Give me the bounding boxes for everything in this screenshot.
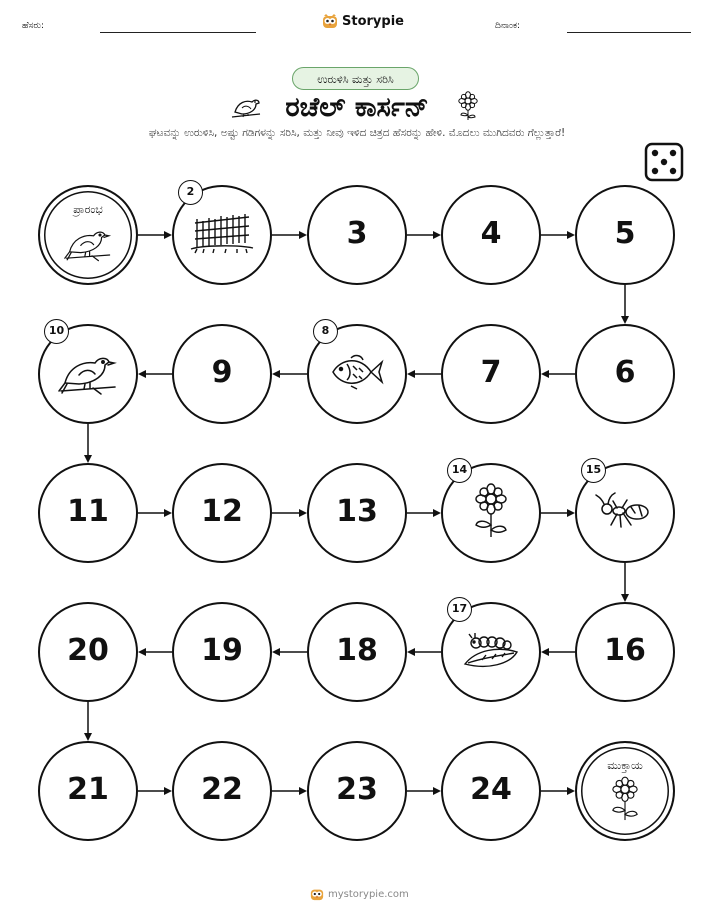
arrowhead <box>407 648 415 656</box>
board-space-7[interactable] <box>441 324 541 424</box>
space-number-badge: 8 <box>313 319 338 344</box>
arrowhead <box>407 370 415 378</box>
space-number: 6 <box>614 355 636 390</box>
start-space[interactable] <box>38 185 138 285</box>
arrowhead <box>138 370 146 378</box>
board-space-11[interactable] <box>38 463 138 563</box>
arrowhead <box>84 455 92 463</box>
arrowhead <box>299 787 307 795</box>
arrowhead <box>164 787 172 795</box>
board-space-3[interactable] <box>307 185 407 285</box>
space-number-badge: 2 <box>178 180 203 205</box>
board-space-20[interactable] <box>38 602 138 702</box>
finish-label: ಮುಕ್ತಾಯ <box>607 759 643 772</box>
arrowhead <box>621 594 629 602</box>
brand-name: Storypie <box>342 13 404 29</box>
board-space-23[interactable] <box>307 741 407 841</box>
board-space-6[interactable] <box>575 324 675 424</box>
board-space-18[interactable] <box>307 602 407 702</box>
board-space-2[interactable] <box>172 185 272 285</box>
start-label: ಪ್ರಾರಂಭ <box>73 203 103 216</box>
flower-icon <box>608 776 642 826</box>
arrowhead <box>164 231 172 239</box>
arrowhead <box>299 231 307 239</box>
board-space-12[interactable] <box>172 463 272 563</box>
space-number: 16 <box>604 633 646 668</box>
board-space-15[interactable] <box>575 463 675 563</box>
space-number: 11 <box>67 494 109 529</box>
arrowhead <box>433 231 441 239</box>
space-number: 20 <box>67 633 109 668</box>
space-number-badge: 10 <box>44 319 69 344</box>
space-number-badge: 17 <box>447 597 472 622</box>
space-number: 24 <box>470 772 512 807</box>
space-number: 9 <box>211 355 233 390</box>
finish-space[interactable] <box>575 741 675 841</box>
arrowhead <box>567 509 575 517</box>
footer <box>310 887 409 901</box>
fence-icon <box>189 209 255 261</box>
space-number: 4 <box>480 216 502 251</box>
arrowhead <box>272 648 280 656</box>
board-space-16[interactable] <box>575 602 675 702</box>
space-number: 18 <box>336 633 378 668</box>
board-space-24[interactable] <box>441 741 541 841</box>
board-space-22[interactable] <box>172 741 272 841</box>
board-space-13[interactable] <box>307 463 407 563</box>
arrowhead <box>541 648 549 656</box>
space-number: 22 <box>201 772 243 807</box>
board-space-9[interactable] <box>172 324 272 424</box>
date-label: ದಿನಾಂಕ: <box>495 21 521 31</box>
space-number: 12 <box>201 494 243 529</box>
board-space-19[interactable] <box>172 602 272 702</box>
instructions-text: ಘಟವನ್ನು ಉರುಳಿಸಿ, ಅಷ್ಟು ಗಡಿಗಳನ್ನು ಸರಿಸಿ, ಮತ್ತು ನೀವು ಇಳಿದ ಚಿತ್ರದ ಹೆಸರನ್ನು ಹೇಳಿ. ಮೊದಲು ಮುಗಿದವರು ಗೆಲ್ಲುತ್ತಾರೆ! <box>148 127 566 139</box>
space-number: 19 <box>201 633 243 668</box>
arrowhead <box>84 733 92 741</box>
board-space-8[interactable] <box>307 324 407 424</box>
space-number: 21 <box>67 772 109 807</box>
bird-icon <box>63 223 113 267</box>
space-number: 3 <box>346 216 368 251</box>
arrowhead <box>621 316 629 324</box>
name-label: ಹೆಸರು: <box>22 21 45 31</box>
owl-icon <box>310 887 324 901</box>
arrowhead <box>299 509 307 517</box>
arrowhead <box>567 787 575 795</box>
board-space-10[interactable] <box>38 324 138 424</box>
board-space-21[interactable] <box>38 741 138 841</box>
space-number-badge: 15 <box>581 458 606 483</box>
arrowhead <box>433 509 441 517</box>
space-number: 5 <box>614 216 636 251</box>
board-space-4[interactable] <box>441 185 541 285</box>
arrowhead <box>138 648 146 656</box>
space-number: 7 <box>480 355 502 390</box>
arrowhead <box>272 370 280 378</box>
arrowhead <box>567 231 575 239</box>
board-space-14[interactable] <box>441 463 541 563</box>
board-space-5[interactable] <box>575 185 675 285</box>
board-space-17[interactable] <box>441 602 541 702</box>
page-title: ರಚೆಲ್ ಕಾರ್ಸನ್ <box>285 92 429 123</box>
arrowhead <box>164 509 172 517</box>
footer-url[interactable]: mystorypie.com <box>328 888 409 900</box>
fish-icon <box>329 352 385 396</box>
arrowhead <box>433 787 441 795</box>
space-number: 23 <box>336 772 378 807</box>
ant-icon <box>595 491 655 535</box>
activity-pill: ಉರುಳಿಸಿ ಮತ್ತು ಸರಿಸಿ <box>292 67 419 90</box>
arrowhead <box>541 370 549 378</box>
space-number-badge: 14 <box>447 458 472 483</box>
space-number: 13 <box>336 494 378 529</box>
flower-icon <box>470 483 512 543</box>
caterpillar-icon <box>462 630 520 674</box>
bird-icon <box>57 347 119 401</box>
